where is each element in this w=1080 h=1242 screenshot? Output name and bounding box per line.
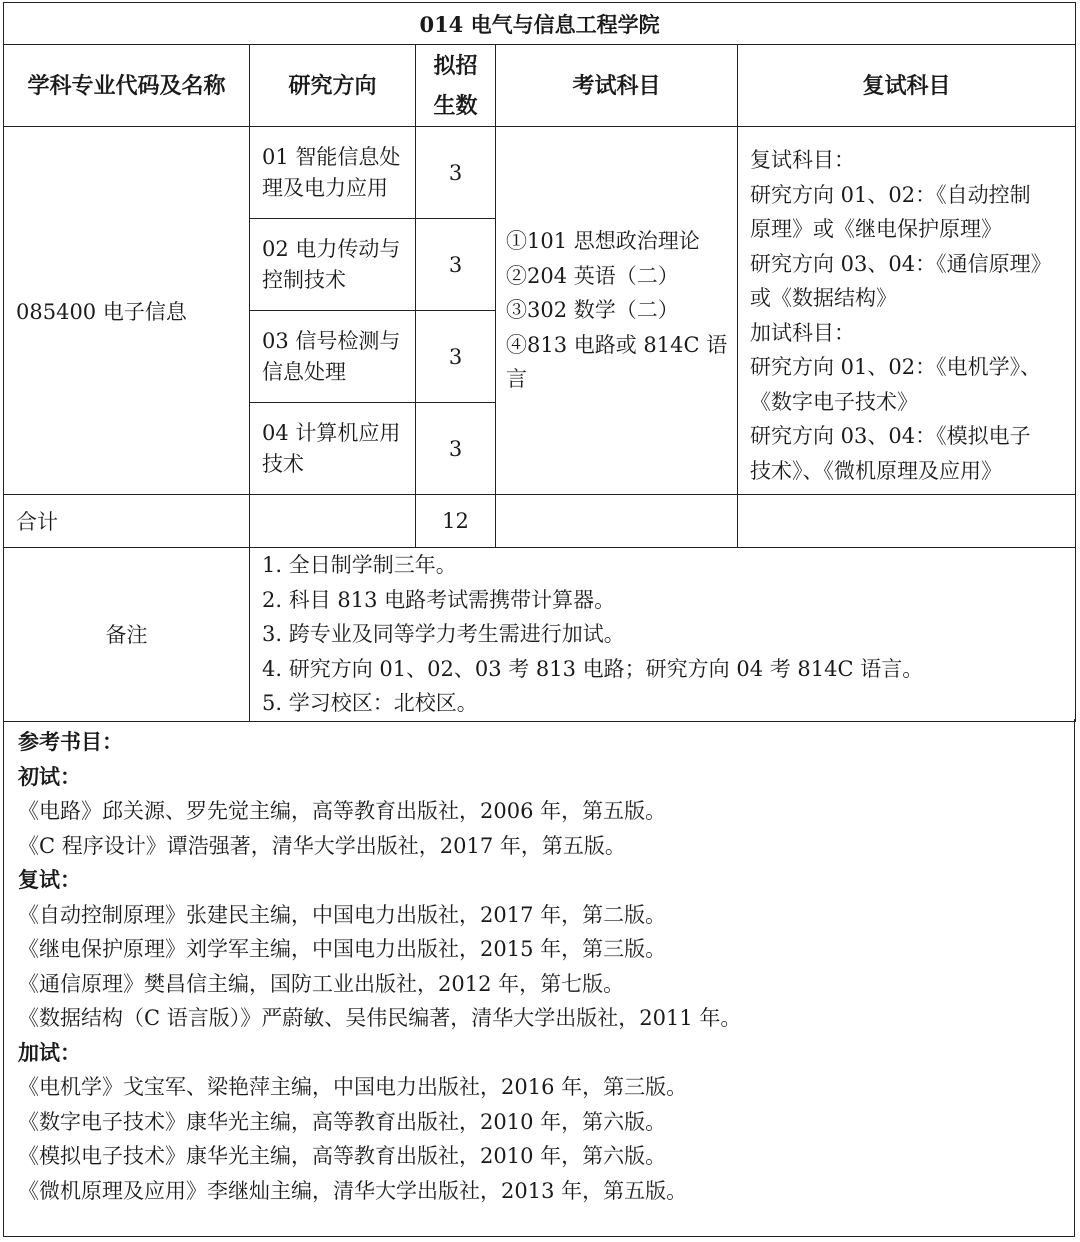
exam-subject: ③302 数学（二） — [506, 298, 679, 323]
direction-02-quota: 3 — [416, 219, 496, 311]
direction-03 — [250, 311, 416, 403]
retest-line: 原理》或《继电保护原理》 — [750, 217, 1002, 241]
header-quota — [416, 45, 496, 127]
header-quota-line1: 拟招 — [433, 52, 478, 79]
direction-01-quota: 3 — [416, 127, 496, 219]
total-empty — [496, 495, 738, 548]
total-empty — [738, 495, 1076, 548]
retest-label: 复试： — [18, 867, 81, 892]
direction-02 — [250, 219, 416, 311]
header-direction: 研究方向 — [250, 45, 416, 127]
exam-subject: ①101 思想政治理论 — [506, 229, 700, 254]
direction-04-line2: 技术 — [262, 451, 304, 476]
notes — [250, 548, 1076, 722]
note-item: 3. 跨专业及同等学力考生需进行加试。 — [262, 622, 625, 646]
retest-line: 研究方向 01、02：《电机学》、 — [750, 355, 1042, 379]
direction-01-line2: 理及电力应用 — [262, 175, 388, 200]
exam-subjects — [496, 127, 738, 495]
direction-03-line1: 03 信号检测与 — [262, 328, 401, 353]
note-item: 4. 研究方向 01、02、03 考 813 电路；研究方向 04 考 814C 语言。 — [262, 656, 924, 681]
retest-line: 研究方向 03、04：《通信原理》 — [750, 251, 1052, 276]
reference-item: 《模拟电子技术》康华光主编，高等教育出版社，2010 年，第六版。 — [18, 1144, 667, 1168]
reference-item: 《电路》邱关源、罗先觉主编，高等教育出版社，2006 年，第五版。 — [18, 799, 667, 823]
header-major: 学科专业代码及名称 — [4, 45, 250, 127]
retest-line: 技术》、《微机原理及应用》 — [750, 458, 1002, 483]
reference-books — [3, 719, 1075, 1237]
direction-04-line1: 04 计算机应用 — [262, 420, 401, 445]
retest-line: 或《数据结构》 — [750, 286, 897, 310]
total-empty — [250, 495, 416, 548]
exam-subject: ②204 英语（二） — [506, 263, 679, 288]
reference-item: 《电机学》戈宝军、梁艳萍主编，中国电力出版社，2016 年，第三版。 — [18, 1075, 688, 1099]
college-title: 014 电气与信息工程学院 — [4, 3, 1076, 45]
note-item: 1. 全日制学制三年。 — [262, 553, 457, 577]
header-retest: 复试科目 — [738, 45, 1076, 127]
reference-item: 《数据结构（C 语言版）》严蔚敏、吴伟民编著，清华大学出版社，2011 年。 — [18, 1006, 742, 1030]
reference-item: 《通信原理》樊昌信主编，国防工业出版社，2012 年，第七版。 — [18, 971, 625, 996]
exam-subject: 言 — [506, 367, 527, 392]
total-quota: 12 — [416, 495, 496, 548]
direction-03-quota: 3 — [416, 311, 496, 403]
admissions-table — [3, 2, 1076, 722]
major-name: 085400 电子信息 — [4, 127, 250, 495]
direction-04-quota: 3 — [416, 403, 496, 495]
direction-03-line2: 信息处理 — [262, 359, 346, 384]
reference-item: 《自动控制原理》张建民主编，中国电力出版社，2017 年，第二版。 — [18, 902, 667, 927]
retest-line: 研究方向 01、02：《自动控制 — [750, 182, 1031, 207]
direction-04 — [250, 403, 416, 495]
retest-subjects — [738, 127, 1076, 495]
direction-02-line1: 02 电力传动与 — [262, 236, 401, 261]
note-item: 2. 科目 813 电路考试需携带计算器。 — [262, 587, 616, 612]
reference-item: 《微机原理及应用》李继灿主编，清华大学出版社，2013 年，第五版。 — [18, 1178, 688, 1203]
retest-line: 《数字电子技术》 — [750, 389, 918, 414]
header-exam: 考试科目 — [496, 45, 738, 127]
total-label: 合计 — [4, 495, 250, 548]
reference-item: 《继电保护原理》刘学军主编，中国电力出版社，2015 年，第三版。 — [18, 937, 667, 961]
header-quota-line2: 生数 — [433, 92, 478, 119]
exam-subject: ④813 电路或 814C 语 — [506, 332, 728, 357]
retest-line: 复试科目： — [750, 148, 855, 172]
retest-line: 加试科目： — [750, 320, 855, 345]
notes-label: 备注 — [4, 548, 250, 722]
initial-label: 初试： — [18, 763, 81, 789]
direction-02-line2: 控制技术 — [262, 267, 346, 292]
reference-item: 《C 程序设计》谭浩强著，清华大学出版社，2017 年，第五版。 — [18, 833, 626, 858]
extra-label: 加试： — [18, 1039, 81, 1065]
retest-line: 研究方向 03、04：《模拟电子 — [750, 424, 1031, 448]
note-item: 5. 学习校区：北校区。 — [262, 691, 478, 715]
reference-item: 《数字电子技术》康华光主编，高等教育出版社，2010 年，第六版。 — [18, 1109, 667, 1134]
direction-01-line1: 01 智能信息处 — [262, 144, 401, 169]
direction-01 — [250, 127, 416, 219]
references-heading: 参考书目： — [18, 729, 123, 754]
